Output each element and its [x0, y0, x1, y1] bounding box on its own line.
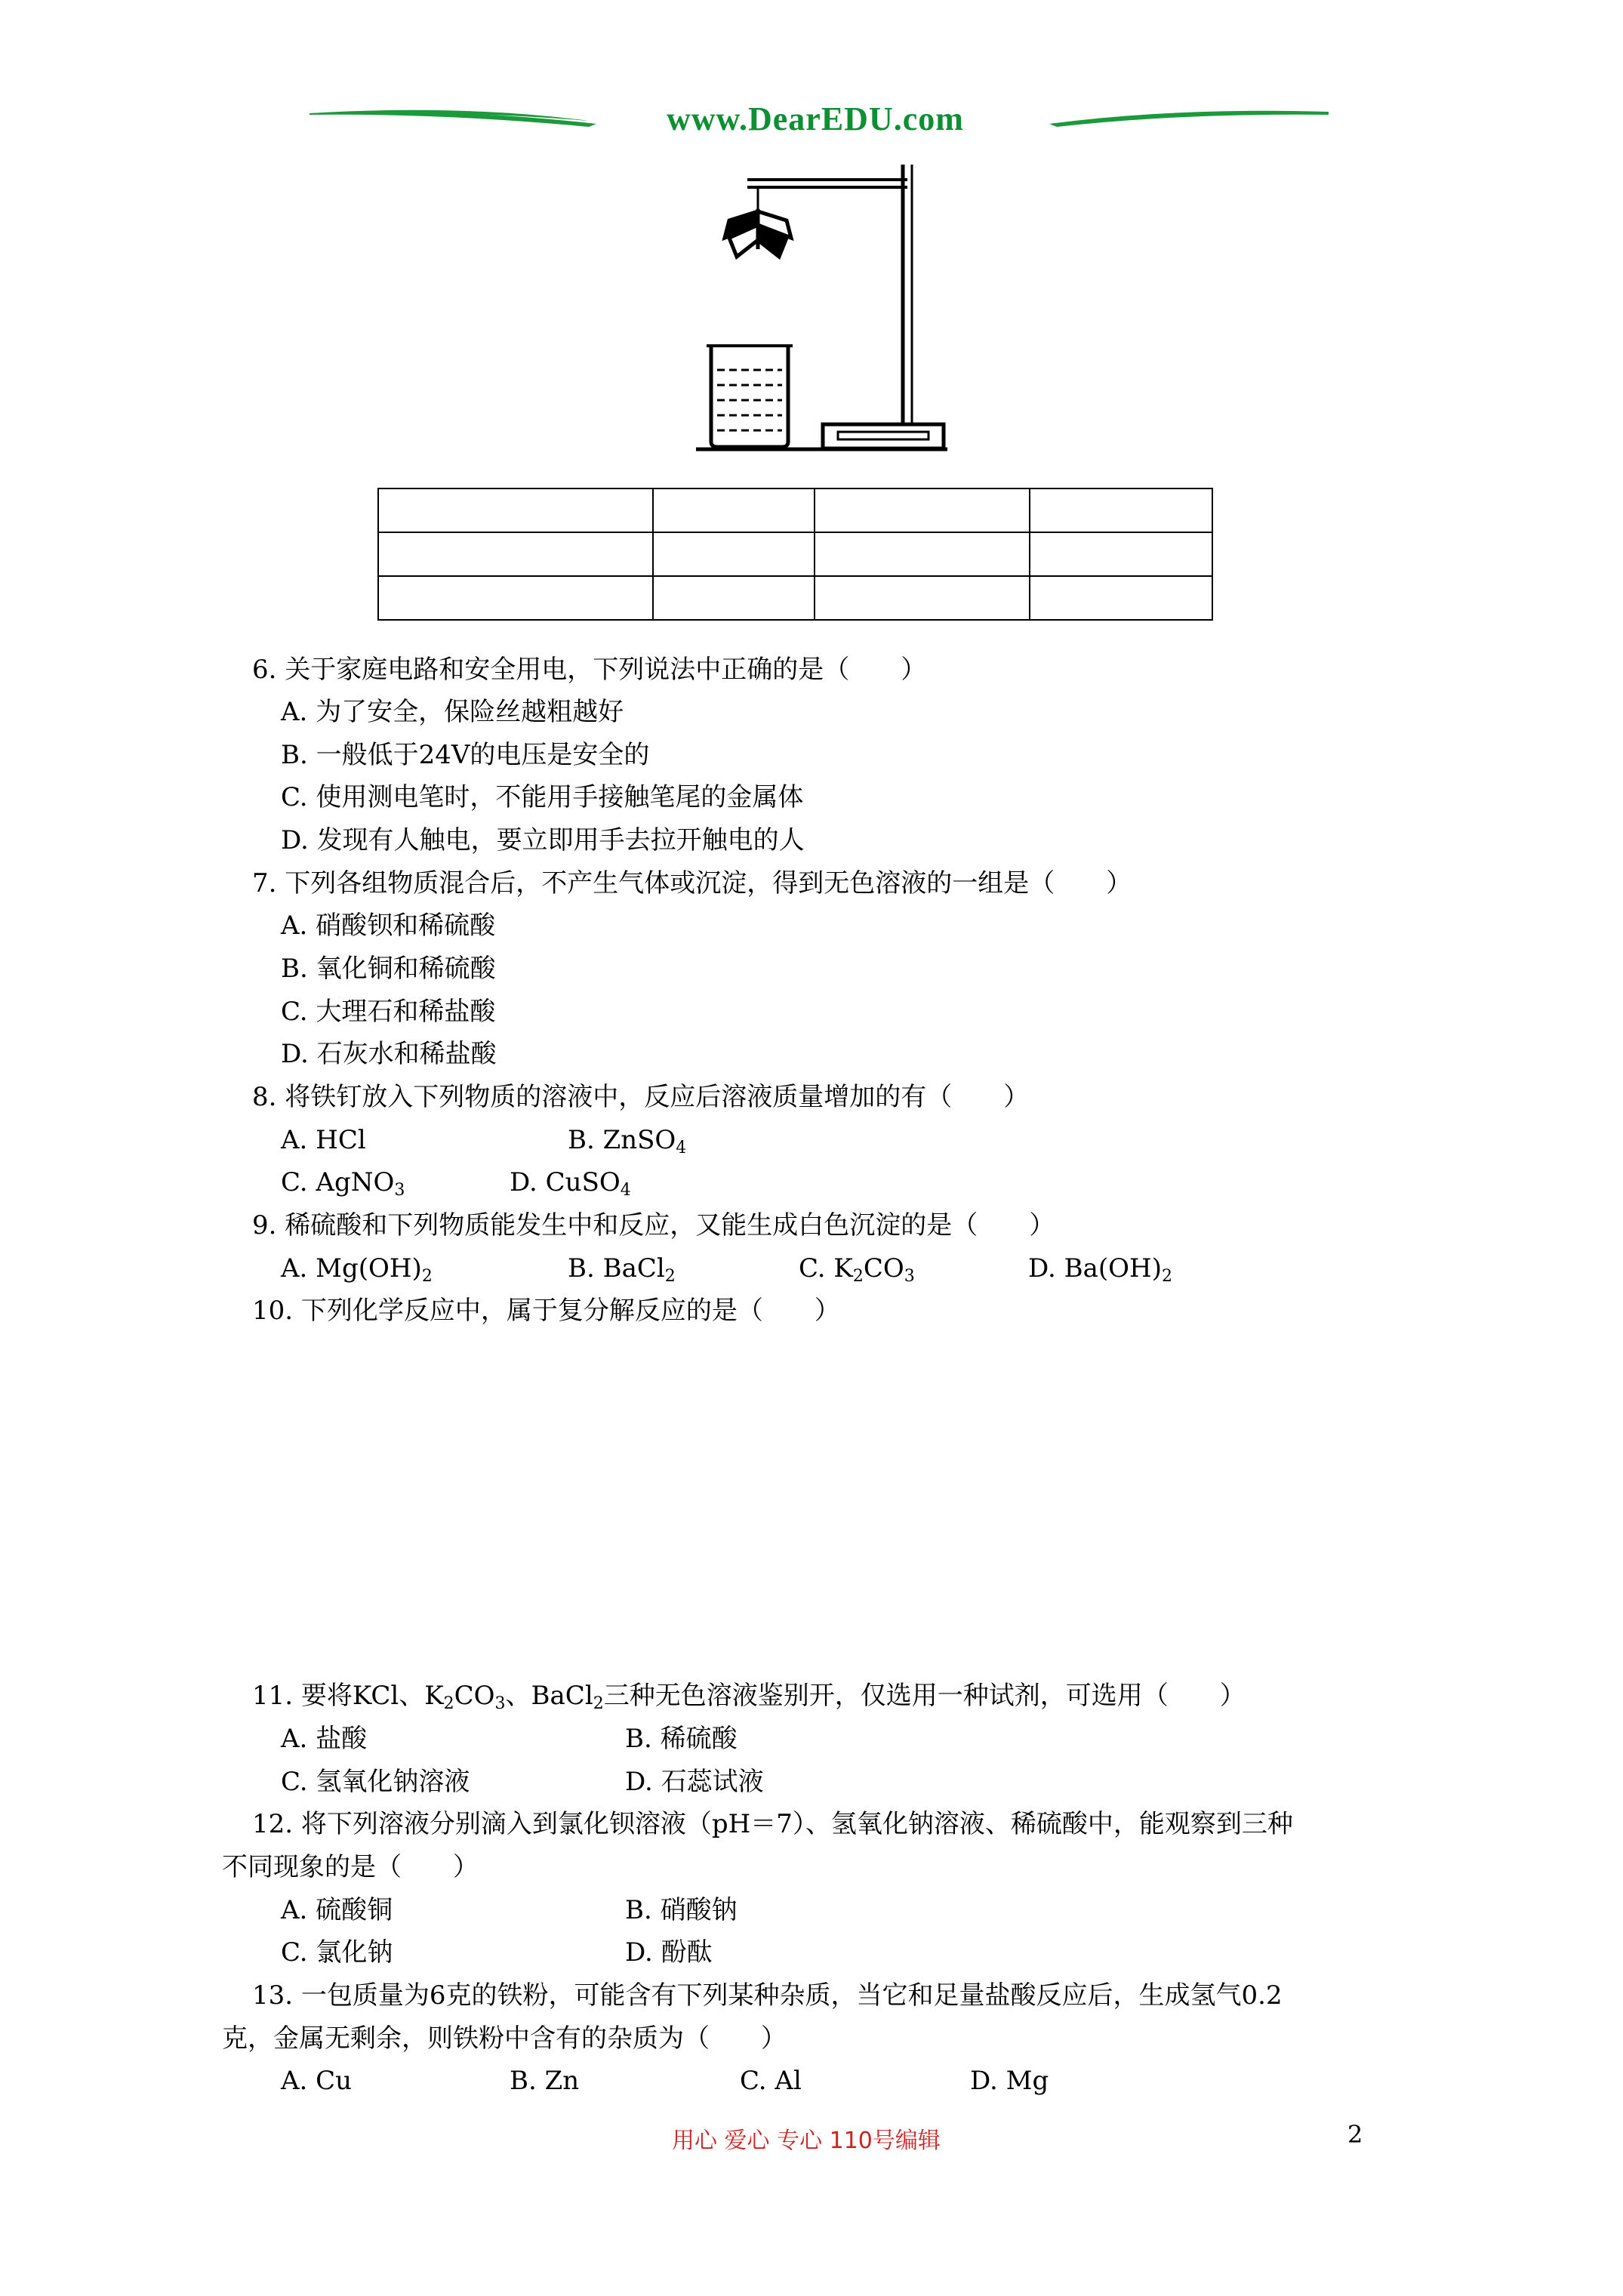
table-row	[378, 576, 1212, 620]
stem-text: CO	[454, 1681, 495, 1711]
question-13-stem-line1: 13. 一包质量为6克的铁粉，可能含有下列某种杂质，当它和足量盐酸反应后，生成氢气0.2	[252, 1980, 1283, 2011]
question-8-option-b	[568, 1125, 686, 1163]
option-a-text: A. Mg(OH)	[281, 1253, 422, 1284]
subscript: 2	[593, 1694, 604, 1713]
question-11-option-b: B. 稀硫酸	[625, 1724, 738, 1754]
stem-text: 、BaCl	[505, 1681, 593, 1711]
stem-text: 三种无色溶液鉴别开，仅选用一种试剂，可选用（ ）	[603, 1681, 1246, 1711]
question-7-option-c: C. 大理石和稀盐酸	[281, 997, 496, 1027]
table-cell	[815, 576, 1030, 620]
lab-apparatus-figure	[679, 151, 966, 468]
option-d-text: D. CuSO	[510, 1167, 621, 1197]
subscript: 2	[1161, 1267, 1172, 1286]
question-13-option-a: A. Cu	[281, 2066, 353, 2096]
stem-text: 11. 要将KCl、K	[252, 1681, 444, 1711]
page-footer-note: 用心 爱心 专心 110号编辑	[672, 2128, 941, 2154]
table-cell	[653, 576, 815, 620]
table-row	[378, 488, 1212, 532]
question-6-stem: 6. 关于家庭电路和安全用电，下列说法中正确的是（ ）	[252, 655, 927, 685]
question-9-option-b	[568, 1253, 676, 1292]
option-c-text: C. K	[799, 1253, 853, 1284]
question-9-option-c	[799, 1253, 915, 1292]
question-11-option-a: A. 盐酸	[281, 1724, 368, 1754]
question-13-option-c: C. Al	[740, 2066, 802, 2096]
question-12-option-b: B. 硝酸钠	[625, 1895, 738, 1925]
question-13-stem-line2: 克，金属无剩余，则铁粉中含有的杂质为（ ）	[222, 2023, 787, 2054]
question-6-option-d: D. 发现有人触电，要立即用手去拉开触电的人	[281, 825, 805, 855]
table-cell	[378, 532, 653, 576]
site-header	[310, 97, 1329, 149]
subscript: 2	[852, 1267, 864, 1286]
question-9-stem: 9. 稀硫酸和下列物质能发生中和反应，又能生成白色沉淀的是（ ）	[252, 1210, 1055, 1240]
table-cell	[1030, 532, 1212, 576]
question-8-option-c	[281, 1167, 405, 1206]
question-6-option-b: B. 一般低于24V的电压是安全的	[281, 740, 650, 770]
answer-grid-table	[377, 488, 1213, 621]
table-row	[378, 532, 1212, 576]
question-8-option-a: A. HCl	[281, 1125, 366, 1155]
option-d-text: D. Ba(OH)	[1028, 1253, 1162, 1284]
question-6-option-a: A. 为了安全，保险丝越粗越好	[281, 697, 624, 727]
table-cell	[815, 488, 1030, 532]
question-12-stem-line2: 不同现象的是（ ）	[222, 1852, 479, 1882]
question-7-option-d: D. 石灰水和稀盐酸	[281, 1039, 497, 1069]
question-11-stem	[252, 1681, 1246, 1719]
question-12-stem-line1: 12. 将下列溶液分别滴入到氯化钡溶液（pH＝7）、氢氧化钠溶液、稀硫酸中，能观察到三种	[252, 1809, 1293, 1839]
subscript: 3	[904, 1267, 915, 1286]
question-6-option-c: C. 使用测电笔时，不能用手接触笔尾的金属体	[281, 782, 804, 812]
table-cell	[815, 532, 1030, 576]
option-c-text: CO	[863, 1253, 904, 1284]
subscript: 4	[676, 1139, 687, 1157]
question-11-option-c: C. 氢氧化钠溶液	[281, 1767, 470, 1797]
question-12-option-c: C. 氯化钠	[281, 1937, 393, 1968]
question-8-stem: 8. 将铁钉放入下列物质的溶液中，反应后溶液质量增加的有（ ）	[252, 1082, 1030, 1112]
question-12-option-d: D. 酚酞	[625, 1937, 713, 1968]
subscript: 3	[394, 1181, 405, 1200]
question-9-option-a	[281, 1253, 433, 1292]
question-8-option-d	[510, 1167, 631, 1206]
subscript: 3	[494, 1694, 506, 1713]
subscript: 2	[443, 1694, 454, 1713]
site-logo-text: www.DearEDU.com	[667, 100, 964, 137]
table-cell	[378, 576, 653, 620]
question-7-option-b: B. 氧化铜和稀硫酸	[281, 954, 496, 984]
question-13-option-b: B. Zn	[510, 2066, 580, 2096]
question-11-option-d: D. 石蕊试液	[625, 1767, 764, 1797]
option-b-text: B. ZnSO	[568, 1125, 676, 1155]
option-b-text: B. BaCl	[568, 1253, 665, 1284]
question-12-option-a: A. 硫酸铜	[281, 1895, 393, 1925]
table-cell	[1030, 488, 1212, 532]
table-cell	[653, 488, 815, 532]
table-cell	[1030, 576, 1212, 620]
question-10-stem: 10. 下列化学反应中，属于复分解反应的是（ ）	[252, 1296, 840, 1326]
question-7-option-a: A. 硝酸钡和稀硫酸	[281, 911, 496, 941]
subscript: 2	[421, 1267, 433, 1286]
question-9-option-d	[1028, 1253, 1172, 1292]
table-cell	[378, 488, 653, 532]
page-number: 2	[1347, 2120, 1363, 2149]
question-7-stem: 7. 下列各组物质混合后，不产生气体或沉淀，得到无色溶液的一组是（ ）	[252, 868, 1132, 898]
subscript: 4	[620, 1181, 631, 1200]
table-cell	[653, 532, 815, 576]
subscript: 2	[664, 1267, 676, 1286]
question-13-option-d: D. Mg	[970, 2066, 1049, 2096]
option-c-text: C. AgNO	[281, 1167, 395, 1197]
